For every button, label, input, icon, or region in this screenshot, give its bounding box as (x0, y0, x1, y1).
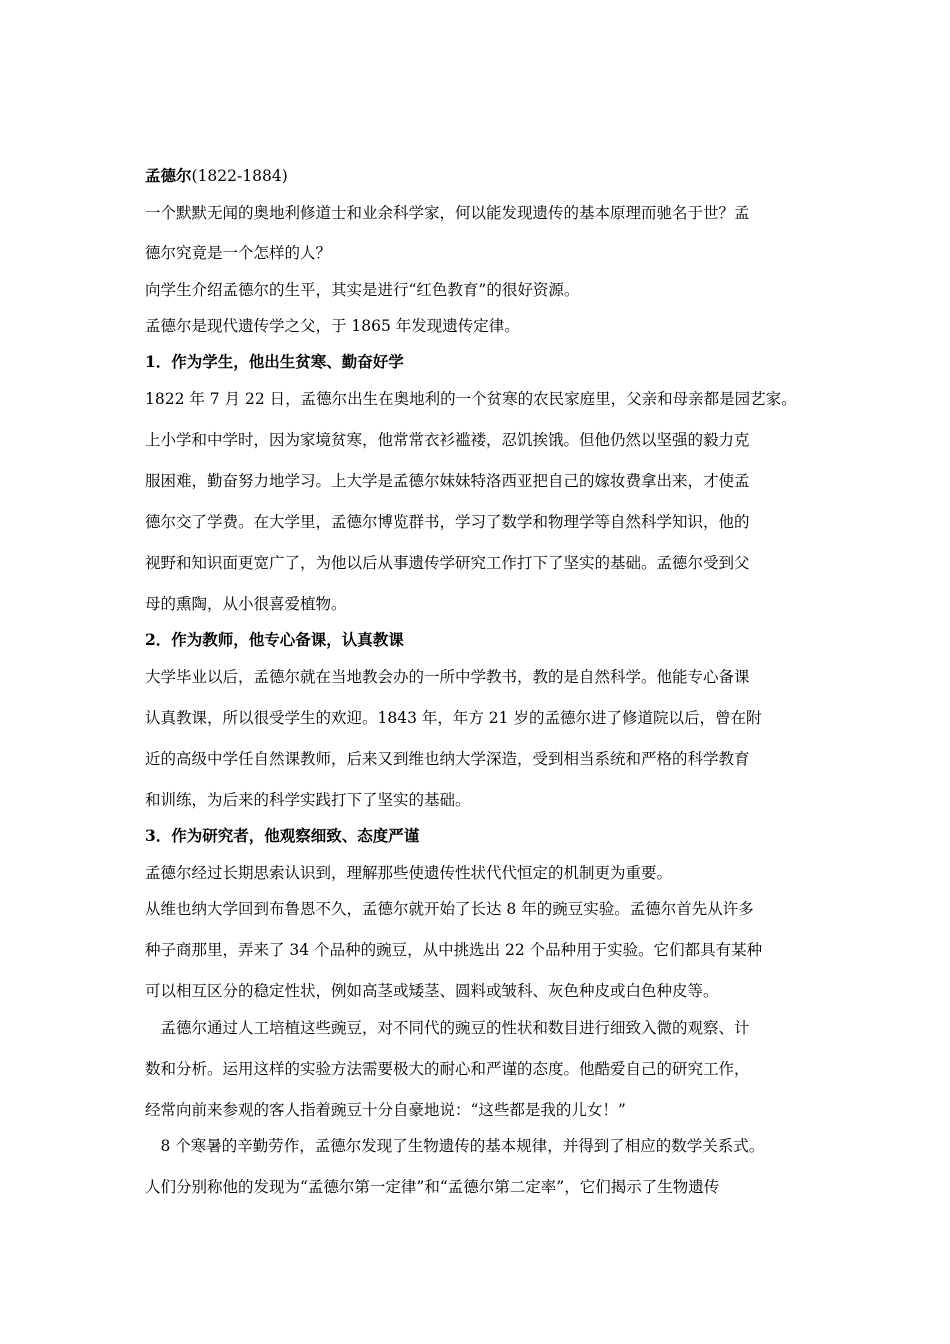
section1-heading: 1．作为学生，他出生贫寒、勤奋好学 (145, 352, 404, 371)
section2-heading: 2．作为教师，他专心备课，认真教课 (145, 630, 404, 649)
section1-line-4: 德尔交了学费。在大学里，孟德尔博览群书，学习了数学和物理学等自然科学知识，他的 (145, 513, 750, 531)
section2-line-1: 大学毕业以后，孟德尔就在当地教会办的一所中学教书，教的是自然科学。他能专心备课 (145, 668, 750, 686)
section1-line-2: 上小学和中学时，因为家境贫寒，他常常衣衫褴褛，忍饥挨饿。但他仍然以坚强的毅力克 (145, 431, 750, 449)
title-years: (1822-1884) (191, 167, 288, 185)
section1-line-6: 母的熏陶，从小很喜爱植物。 (145, 595, 347, 613)
section2-line-4: 和训练，为后来的科学实践打下了坚实的基础。 (145, 791, 471, 809)
intro-line-4: 孟德尔是现代遗传学之父，于 1865 年发现遗传定律。 (145, 317, 520, 335)
section3-line-7: 经常向前来参观的客人指着豌豆十分自豪地说：“这些都是我的儿女！” (145, 1101, 626, 1119)
intro-line-1: 一个默默无闻的奥地利修道士和业余科学家，何以能发现遗传的基本原理而驰名于世？孟 (145, 204, 750, 222)
section1-line-3: 服困难，勤奋努力地学习。上大学是孟德尔妹妹特洛西亚把自己的嫁妆费拿出来，才使孟 (145, 472, 750, 490)
section1-line-1: 1822 年 7 月 22 日，孟德尔出生在奥地利的一个贫寒的农民家庭里，父亲和母亲都是园艺家。 (145, 390, 797, 408)
document-title (145, 166, 825, 186)
section3-line-6: 数和分析。运用这样的实验方法需要极大的耐心和严谨的态度。他酷爱自己的研究工作， (145, 1060, 750, 1078)
section2-line-2: 认真教课，所以很受学生的欢迎。1843 年，年方 21 岁的孟德尔进了修道院以后，曾在附 (145, 709, 762, 727)
intro-line-3: 向学生介绍孟德尔的生平，其实是进行“红色教育”的很好资源。 (145, 281, 580, 299)
section3-heading: 3．作为研究者，他观察细致、态度严谨 (145, 826, 420, 845)
section3-line-9: 人们分别称他的发现为“孟德尔第一定律”和“孟德尔第二定率”，它们揭示了生物遗传 (145, 1178, 720, 1196)
section1-line-5: 视野和知识面更宽广了，为他以后从事遗传学研究工作打下了坚实的基础。孟德尔受到父 (145, 554, 750, 572)
section3-line-1: 孟德尔经过长期思索认识到，理解那些使遗传性状代代恒定的机制更为重要。 (145, 864, 673, 882)
section3-line-5: 孟德尔通过人工培植这些豌豆，对不同代的豌豆的性状和数目进行细致入微的观察、计 (145, 1019, 750, 1037)
section3-line-3: 种子商那里，弄来了 34 个品种的豌豆，从中挑选出 22 个品种用于实验。它们都具有某种 (145, 941, 763, 959)
section3-line-2: 从维也纳大学回到布鲁恩不久，孟德尔就开始了长达 8 年的豌豆实验。孟德尔首先从许多 (145, 900, 754, 918)
section3-line-4: 可以相互区分的稳定性状，例如高茎或矮茎、圆料或皱科、灰色种皮或白色种皮等。 (145, 982, 719, 1000)
intro-line-2: 德尔究竟是一个怎样的人？ (145, 244, 332, 262)
section2-line-3: 近的高级中学任自然课教师，后来又到维也纳大学深造，受到相当系统和严格的科学教育 (145, 750, 750, 768)
section3-line-8: 8 个寒暑的辛勤劳作，孟德尔发现了生物遗传的基本规律，并得到了相应的数学关系式。 (145, 1137, 765, 1155)
title-name: 孟德尔 (145, 166, 192, 185)
